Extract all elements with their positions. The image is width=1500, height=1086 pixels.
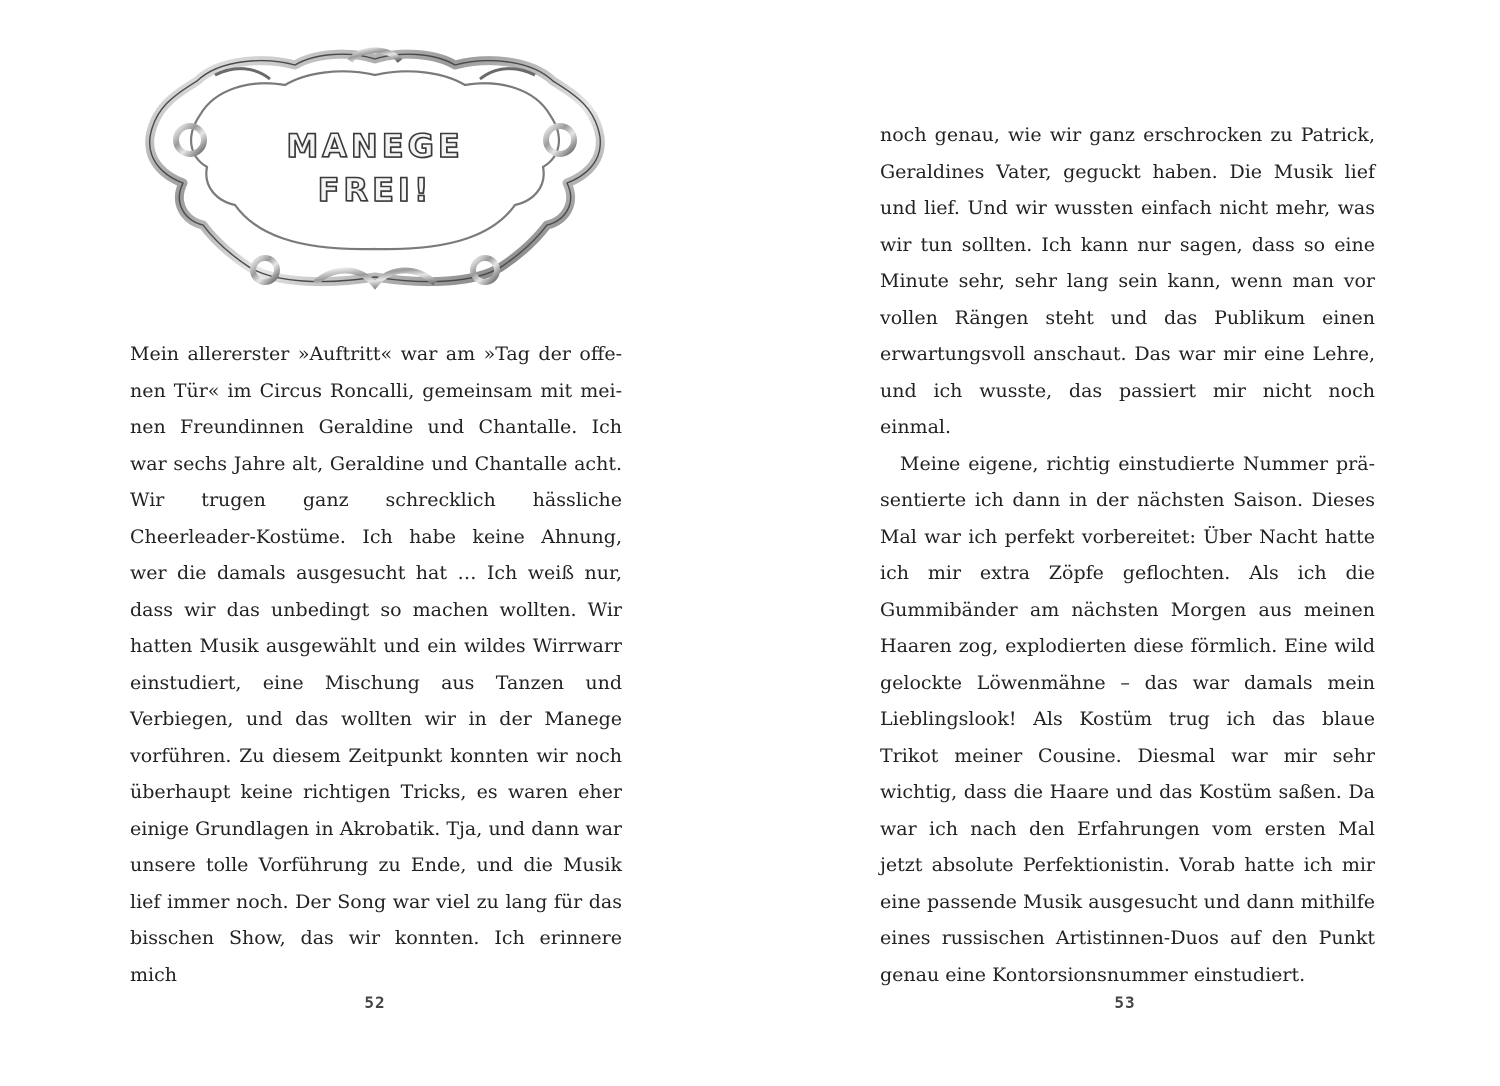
chapter-title-line-1: MANEGE <box>286 127 464 165</box>
page-number-right: 53 <box>1114 993 1136 1012</box>
left-page-body <box>130 336 622 993</box>
right-paragraph-2: Meine eigene, richtig einstudierte Nummer präsentierte ich dann in der nächsten Saison. Dieses Mal war ich perfekt vorbereitet: Über Nacht hatte ich mir extra Zöpfe geflochten. Als ich die Gummibänder am nächsten Morgen aus meinen Haaren zog, explodierten diese förmlich. Eine wild gelockte Löwenmähne – das war damals mein Lieblingslook! Als Kostüm trug ich das blaue Trikot meiner Cousine. Diesmal war mir sehr wichtig, dass die Haare und das Kostüm saßen. Da war ich nach den Erfahrungen vom ersten Mal jetzt absolute Perfektionistin. Vorab hatte ich mir eine passende Musik ausgesucht und dann mithilfe eines russischen Artistinnen-Duos auf den Punkt genau eine Kontorsionsnummer einstudiert. <box>880 452 1375 986</box>
chapter-title-frame <box>145 45 605 300</box>
right-paragraph-1: noch genau, wie wir ganz erschrocken zu Patrick, Geraldines Vater, geguckt haben. Die Musik lief und lief. Und wir wussten einfach nicht mehr, was wir tun sollten. Ich kann nur sagen, dass so eine Minute sehr, sehr lang sein kann, wenn man vor vollen Rängen steht und das Publikum einen erwartungsvoll anschaut. Das war mir eine Lehre, und ich wusste, das passiert mir nicht noch einmal. <box>880 124 1375 438</box>
chapter-title-line-2: FREI! <box>317 171 433 209</box>
page-number-left: 52 <box>364 993 386 1012</box>
left-paragraph-1: Mein allererster »Auftritt« war am »Tag der offenen Tür« im Circus Roncalli, gemeinsam mit meinen Freundinnen Geraldine und Chantalle. Ich war sechs Jahre alt, Geraldine und Chantalle acht. Wir trugen ganz schrecklich hässliche Cheerleader-Kostüme. Ich habe keine Ahnung, wer die damals ausgesucht hat … Ich weiß nur, dass wir das unbedingt so machen wollten. Wir hatten Musik ausgewählt und ein wildes Wirrwarr einstudiert, eine Mischung aus Tanzen und Verbiegen, und das wollten wir in der Manege vorführen. Zu diesem Zeitpunkt konnten wir noch überhaupt keine richtigen Tricks, es waren eher einige Grundlagen in Akrobatik. Tja, und dann war unsere tolle Vorführung zu Ende, und die Musik lief immer noch. Der Song war viel zu lang für das bisschen Show, das wir konnten. Ich erinnere mich <box>130 343 622 986</box>
right-page-body <box>880 117 1375 993</box>
